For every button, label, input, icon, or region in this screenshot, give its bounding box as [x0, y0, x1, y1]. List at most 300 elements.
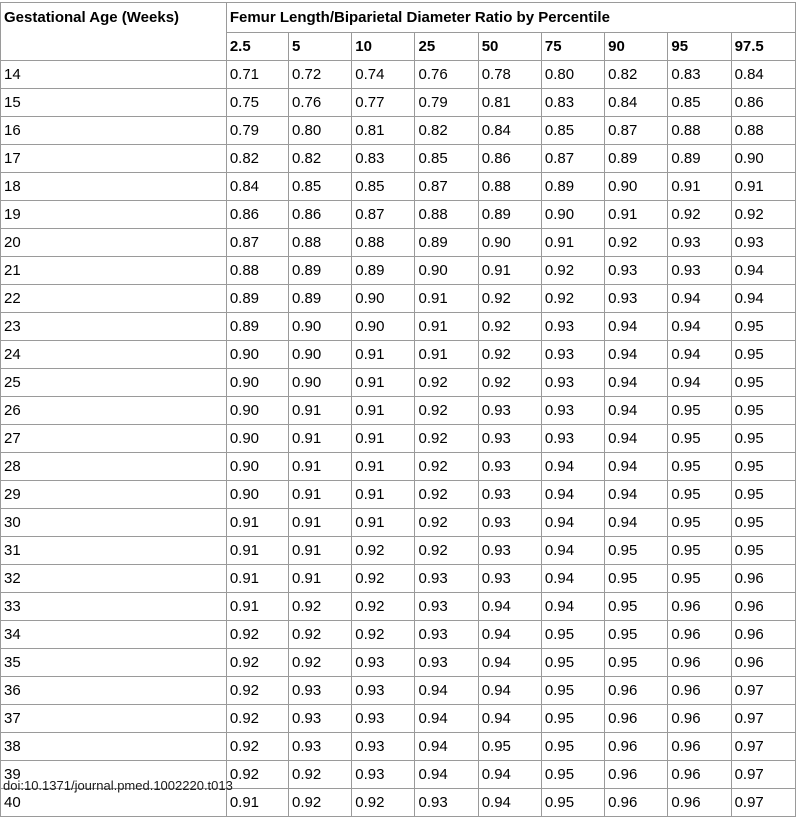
ratio-cell: 0.93: [605, 257, 668, 285]
ratio-cell: 0.88: [668, 117, 731, 145]
ratio-cell: 0.92: [289, 593, 352, 621]
gestational-age-cell: 28: [1, 453, 227, 481]
ratio-cell: 0.91: [478, 257, 541, 285]
ratio-cell: 0.91: [226, 593, 288, 621]
ratio-cell: 0.90: [226, 397, 288, 425]
ratio-cell: 0.91: [226, 565, 288, 593]
ratio-cell: 0.88: [289, 229, 352, 257]
ratio-cell: 0.93: [541, 425, 604, 453]
gestational-age-cell: 18: [1, 173, 227, 201]
ratio-cell: 0.94: [415, 733, 478, 761]
ratio-cell: 0.90: [289, 369, 352, 397]
ratio-cell: 0.95: [541, 677, 604, 705]
ratio-cell: 0.93: [415, 565, 478, 593]
ratio-cell: 0.92: [415, 481, 478, 509]
ratio-cell: 0.93: [478, 481, 541, 509]
table-row: [1, 509, 796, 537]
gestational-age-cell: 34: [1, 621, 227, 649]
ratio-cell: 0.94: [541, 565, 604, 593]
ratio-cell: 0.95: [731, 425, 795, 453]
ratio-cell: 0.94: [541, 593, 604, 621]
ratio-cell: 0.95: [668, 397, 731, 425]
gestational-age-cell: 24: [1, 341, 227, 369]
ratio-cell: 0.89: [415, 229, 478, 257]
ratio-cell: 0.96: [668, 789, 731, 817]
ratio-cell: 0.97: [731, 733, 795, 761]
table-row: [1, 285, 796, 313]
ratio-cell: 0.88: [226, 257, 288, 285]
ratio-cell: 0.90: [289, 341, 352, 369]
header-row-group: [1, 3, 796, 33]
ratio-cell: 0.93: [478, 537, 541, 565]
gestational-age-cell: 19: [1, 201, 227, 229]
ratio-cell: 0.83: [541, 89, 604, 117]
ratio-cell: 0.91: [605, 201, 668, 229]
ratio-cell: 0.92: [478, 369, 541, 397]
ratio-cell: 0.90: [478, 229, 541, 257]
ratio-cell: 0.95: [605, 621, 668, 649]
ratio-cell: 0.95: [478, 733, 541, 761]
ratio-cell: 0.92: [352, 593, 415, 621]
ratio-cell: 0.93: [541, 369, 604, 397]
percentile-table: [0, 2, 796, 817]
ratio-cell: 0.92: [415, 453, 478, 481]
ratio-cell: 0.82: [415, 117, 478, 145]
ratio-cell: 0.96: [605, 733, 668, 761]
ratio-cell: 0.94: [668, 285, 731, 313]
table-row: [1, 313, 796, 341]
percentile-header: 75: [541, 33, 604, 61]
ratio-cell: 0.95: [541, 733, 604, 761]
ratio-cell: 0.95: [731, 369, 795, 397]
ratio-cell: 0.92: [352, 565, 415, 593]
ratio-cell: 0.94: [478, 705, 541, 733]
ratio-cell: 0.92: [289, 649, 352, 677]
ratio-cell: 0.87: [541, 145, 604, 173]
ratio-cell: 0.94: [731, 257, 795, 285]
ratio-cell: 0.93: [352, 705, 415, 733]
ratio-cell: 0.94: [668, 313, 731, 341]
ratio-cell: 0.95: [541, 621, 604, 649]
ratio-cell: 0.82: [226, 145, 288, 173]
gestational-age-cell: 26: [1, 397, 227, 425]
ratio-cell: 0.94: [605, 369, 668, 397]
ratio-cell: 0.89: [478, 201, 541, 229]
ratio-cell: 0.90: [541, 201, 604, 229]
ratio-cell: 0.89: [605, 145, 668, 173]
percentile-header: 50: [478, 33, 541, 61]
ratio-cell: 0.96: [731, 565, 795, 593]
table-row: [1, 89, 796, 117]
ratio-cell: 0.84: [226, 173, 288, 201]
ratio-cell: 0.89: [668, 145, 731, 173]
ratio-cell: 0.88: [478, 173, 541, 201]
ratio-cell: 0.91: [289, 509, 352, 537]
gestational-age-cell: 15: [1, 89, 227, 117]
table-row: [1, 61, 796, 89]
ratio-cell: 0.96: [668, 677, 731, 705]
ratio-cell: 0.93: [352, 761, 415, 789]
ratio-cell: 0.91: [289, 397, 352, 425]
ratio-cell: 0.91: [352, 481, 415, 509]
ratio-cell: 0.95: [541, 705, 604, 733]
percentile-header: 97.5: [731, 33, 795, 61]
ratio-cell: 0.91: [352, 397, 415, 425]
ratio-cell: 0.93: [478, 425, 541, 453]
ratio-cell: 0.94: [605, 453, 668, 481]
table-body: [1, 61, 796, 817]
ratio-cell: 0.95: [668, 425, 731, 453]
ratio-cell: 0.71: [226, 61, 288, 89]
ratio-cell: 0.93: [478, 565, 541, 593]
ratio-cell: 0.93: [541, 313, 604, 341]
ratio-cell: 0.91: [289, 453, 352, 481]
ratio-cell: 0.92: [605, 229, 668, 257]
gestational-age-cell: 25: [1, 369, 227, 397]
ratio-cell: 0.95: [731, 313, 795, 341]
ratio-cell: 0.92: [415, 369, 478, 397]
ratio-cell: 0.94: [605, 509, 668, 537]
ratio-cell: 0.94: [478, 677, 541, 705]
table-row: [1, 229, 796, 257]
ratio-cell: 0.91: [415, 313, 478, 341]
gestational-age-cell: 32: [1, 565, 227, 593]
ratio-cell: 0.92: [668, 201, 731, 229]
ratio-cell: 0.90: [226, 369, 288, 397]
table-row: [1, 425, 796, 453]
table-row: [1, 173, 796, 201]
ratio-cell: 0.94: [668, 369, 731, 397]
ratio-cell: 0.90: [415, 257, 478, 285]
ratio-cell: 0.76: [289, 89, 352, 117]
ratio-cell: 0.94: [605, 397, 668, 425]
gestational-age-cell: 35: [1, 649, 227, 677]
table-row: [1, 453, 796, 481]
ratio-cell: 0.96: [668, 761, 731, 789]
ratio-cell: 0.90: [352, 285, 415, 313]
table-row: [1, 621, 796, 649]
ratio-cell: 0.90: [731, 145, 795, 173]
ratio-cell: 0.85: [415, 145, 478, 173]
ratio-cell: 0.89: [226, 285, 288, 313]
ratio-cell: 0.91: [352, 509, 415, 537]
ratio-cell: 0.92: [289, 789, 352, 817]
table-row: [1, 481, 796, 509]
table-row: [1, 733, 796, 761]
gestational-age-cell: 29: [1, 481, 227, 509]
ratio-cell: 0.91: [289, 537, 352, 565]
ratio-cell: 0.95: [668, 509, 731, 537]
ratio-cell: 0.96: [731, 621, 795, 649]
ratio-cell: 0.96: [605, 705, 668, 733]
percentile-header: 25: [415, 33, 478, 61]
ratio-cell: 0.93: [668, 229, 731, 257]
ratio-cell: 0.94: [541, 481, 604, 509]
ratio-cell: 0.90: [226, 481, 288, 509]
ratio-cell: 0.79: [226, 117, 288, 145]
ratio-cell: 0.95: [605, 649, 668, 677]
ratio-cell: 0.92: [415, 509, 478, 537]
ratio-cell: 0.85: [541, 117, 604, 145]
ratio-cell: 0.88: [731, 117, 795, 145]
ratio-cell: 0.93: [541, 341, 604, 369]
table-row: [1, 537, 796, 565]
ratio-cell: 0.93: [289, 705, 352, 733]
gestational-age-cell: 17: [1, 145, 227, 173]
ratio-cell: 0.92: [352, 537, 415, 565]
ratio-cell: 0.95: [668, 481, 731, 509]
ratio-cell: 0.79: [415, 89, 478, 117]
ratio-cell: 0.96: [668, 705, 731, 733]
ratio-cell: 0.91: [226, 509, 288, 537]
ratio-cell: 0.95: [605, 537, 668, 565]
gestational-age-cell: 14: [1, 61, 227, 89]
ratio-cell: 0.86: [226, 201, 288, 229]
gestational-age-cell: 16: [1, 117, 227, 145]
ratio-cell: 0.96: [731, 593, 795, 621]
table-row: [1, 341, 796, 369]
ratio-cell: 0.97: [731, 705, 795, 733]
ratio-cell: 0.87: [226, 229, 288, 257]
ratio-cell: 0.72: [289, 61, 352, 89]
ratio-cell: 0.92: [415, 425, 478, 453]
table-row: [1, 705, 796, 733]
ratio-cell: 0.95: [731, 537, 795, 565]
ratio-cell: 0.96: [668, 593, 731, 621]
ratio-cell: 0.90: [605, 173, 668, 201]
ratio-cell: 0.95: [731, 397, 795, 425]
table-row: [1, 117, 796, 145]
ratio-cell: 0.96: [731, 649, 795, 677]
ratio-cell: 0.93: [605, 285, 668, 313]
gestational-age-cell: 36: [1, 677, 227, 705]
percentile-header: 2.5: [226, 33, 288, 61]
ratio-cell: 0.81: [352, 117, 415, 145]
ratio-cell: 0.81: [478, 89, 541, 117]
ratio-cell: 0.97: [731, 677, 795, 705]
percentile-header: 10: [352, 33, 415, 61]
ratio-cell: 0.91: [352, 453, 415, 481]
ratio-cell: 0.91: [415, 285, 478, 313]
ratio-cell: 0.94: [478, 789, 541, 817]
ratio-cell: 0.94: [605, 425, 668, 453]
ratio-cell: 0.85: [352, 173, 415, 201]
ratio-cell: 0.92: [478, 313, 541, 341]
table-row: [1, 201, 796, 229]
ratio-cell: 0.89: [352, 257, 415, 285]
ratio-cell: 0.83: [352, 145, 415, 173]
ratio-cell: 0.92: [289, 761, 352, 789]
gestational-age-cell: 37: [1, 705, 227, 733]
table-row: [1, 145, 796, 173]
gestational-age-cell: 31: [1, 537, 227, 565]
ratio-cell: 0.88: [415, 201, 478, 229]
gestational-age-cell: 27: [1, 425, 227, 453]
ratio-cell: 0.92: [226, 649, 288, 677]
ratio-cell: 0.92: [226, 677, 288, 705]
ratio-cell: 0.94: [731, 285, 795, 313]
ratio-cell: 0.91: [731, 173, 795, 201]
ratio-cell: 0.95: [541, 649, 604, 677]
ratio-cell: 0.91: [289, 481, 352, 509]
ratio-cell: 0.78: [478, 61, 541, 89]
ratio-cell: 0.93: [668, 257, 731, 285]
ratio-cell: 0.84: [605, 89, 668, 117]
ratio-cell: 0.94: [478, 593, 541, 621]
ratio-cell: 0.90: [226, 425, 288, 453]
ratio-cell: 0.74: [352, 61, 415, 89]
table-row: [1, 649, 796, 677]
ratio-cell: 0.90: [352, 313, 415, 341]
ratio-cell: 0.77: [352, 89, 415, 117]
ratio-cell: 0.86: [289, 201, 352, 229]
ratio-cell: 0.94: [541, 537, 604, 565]
ratio-cell: 0.93: [478, 509, 541, 537]
ratio-cell: 0.92: [541, 257, 604, 285]
ratio-cell: 0.95: [731, 481, 795, 509]
ratio-cell: 0.95: [668, 537, 731, 565]
gestational-age-cell: 40: [1, 789, 227, 817]
ratio-cell: 0.87: [352, 201, 415, 229]
gestational-age-cell: 38: [1, 733, 227, 761]
table-row: [1, 369, 796, 397]
ratio-cell: 0.93: [415, 593, 478, 621]
ratio-cell: 0.95: [668, 565, 731, 593]
ratio-cell: 0.94: [478, 761, 541, 789]
ratio-cell: 0.95: [731, 509, 795, 537]
ratio-cell: 0.92: [226, 733, 288, 761]
ratio-cell: 0.92: [478, 341, 541, 369]
ratio-cell: 0.85: [668, 89, 731, 117]
ratio-cell: 0.94: [541, 453, 604, 481]
ratio-cell: 0.93: [352, 733, 415, 761]
ratio-cell: 0.94: [478, 649, 541, 677]
ratio-cell: 0.83: [668, 61, 731, 89]
gestational-age-cell: 22: [1, 285, 227, 313]
ratio-cell: 0.89: [289, 257, 352, 285]
ratio-cell: 0.92: [415, 397, 478, 425]
table-row: [1, 677, 796, 705]
ratio-cell: 0.85: [289, 173, 352, 201]
ratio-cell: 0.92: [226, 761, 288, 789]
gestational-age-cell: 30: [1, 509, 227, 537]
ratio-cell: 0.91: [352, 425, 415, 453]
ratio-cell: 0.93: [415, 649, 478, 677]
ratio-cell: 0.95: [541, 761, 604, 789]
ratio-cell: 0.94: [478, 621, 541, 649]
ratio-cell: 0.97: [731, 761, 795, 789]
ratio-cell: 0.93: [731, 229, 795, 257]
table-row: [1, 397, 796, 425]
ratio-cell: 0.96: [605, 789, 668, 817]
ratio-cell: 0.86: [731, 89, 795, 117]
ratio-cell: 0.94: [541, 509, 604, 537]
ratio-cell: 0.91: [541, 229, 604, 257]
ratio-cell: 0.94: [415, 677, 478, 705]
ratio-cell: 0.93: [478, 453, 541, 481]
ratio-cell: 0.92: [731, 201, 795, 229]
ratio-cell: 0.92: [226, 621, 288, 649]
ratio-cell: 0.90: [226, 341, 288, 369]
ratio-cell: 0.93: [415, 621, 478, 649]
ratio-cell: 0.95: [668, 453, 731, 481]
ratio-cell: 0.94: [605, 341, 668, 369]
gestational-age-cell: 20: [1, 229, 227, 257]
percentile-header: 5: [289, 33, 352, 61]
ratio-cell: 0.88: [352, 229, 415, 257]
ratio-cell: 0.95: [605, 593, 668, 621]
ratio-cell: 0.82: [605, 61, 668, 89]
ratio-cell: 0.95: [731, 341, 795, 369]
percentile-header: 95: [668, 33, 731, 61]
gestational-age-cell: 21: [1, 257, 227, 285]
gestational-age-cell: 33: [1, 593, 227, 621]
ratio-cell: 0.93: [289, 733, 352, 761]
ratio-cell: 0.89: [541, 173, 604, 201]
ratio-cell: 0.96: [668, 649, 731, 677]
ratio-cell: 0.92: [289, 621, 352, 649]
ratio-cell: 0.95: [605, 565, 668, 593]
ratio-cell: 0.80: [541, 61, 604, 89]
ratio-cell: 0.92: [226, 705, 288, 733]
ratio-cell: 0.92: [352, 621, 415, 649]
ratio-cell: 0.91: [668, 173, 731, 201]
ratio-cell: 0.96: [605, 761, 668, 789]
table-row: [1, 565, 796, 593]
ratio-cell: 0.84: [478, 117, 541, 145]
ratio-cell: 0.91: [226, 789, 288, 817]
ratio-cell: 0.90: [289, 313, 352, 341]
ratio-cell: 0.91: [289, 425, 352, 453]
ratio-cell: 0.95: [541, 789, 604, 817]
group-header-ratio: Femur Length/Biparietal Diameter Ratio by Percentile: [226, 3, 795, 33]
ratio-cell: 0.95: [731, 453, 795, 481]
table-header: [1, 3, 796, 61]
ratio-cell: 0.76: [415, 61, 478, 89]
ratio-cell: 0.92: [415, 537, 478, 565]
ratio-cell: 0.89: [226, 313, 288, 341]
ratio-cell: 0.93: [541, 397, 604, 425]
ratio-cell: 0.91: [352, 341, 415, 369]
row-header-gestational-age: Gestational Age (Weeks): [1, 3, 227, 61]
ratio-cell: 0.75: [226, 89, 288, 117]
ratio-cell: 0.80: [289, 117, 352, 145]
ratio-cell: 0.82: [289, 145, 352, 173]
doi-caption: doi:10.1371/journal.pmed.1002220.t013: [3, 778, 233, 793]
ratio-cell: 0.94: [668, 341, 731, 369]
ratio-cell: 0.93: [478, 397, 541, 425]
ratio-cell: 0.93: [415, 789, 478, 817]
ratio-cell: 0.96: [668, 733, 731, 761]
ratio-cell: 0.96: [668, 621, 731, 649]
ratio-cell: 0.89: [289, 285, 352, 313]
ratio-cell: 0.84: [731, 61, 795, 89]
table-row: [1, 257, 796, 285]
gestational-age-cell: 39: [1, 761, 227, 789]
ratio-cell: 0.87: [415, 173, 478, 201]
ratio-cell: 0.96: [605, 677, 668, 705]
ratio-cell: 0.86: [478, 145, 541, 173]
gestational-age-cell: 23: [1, 313, 227, 341]
percentile-header: 90: [605, 33, 668, 61]
ratio-cell: 0.92: [352, 789, 415, 817]
ratio-cell: 0.91: [226, 537, 288, 565]
ratio-cell: 0.93: [289, 677, 352, 705]
ratio-cell: 0.94: [415, 705, 478, 733]
ratio-cell: 0.91: [352, 369, 415, 397]
table-row: [1, 593, 796, 621]
ratio-cell: 0.93: [352, 677, 415, 705]
